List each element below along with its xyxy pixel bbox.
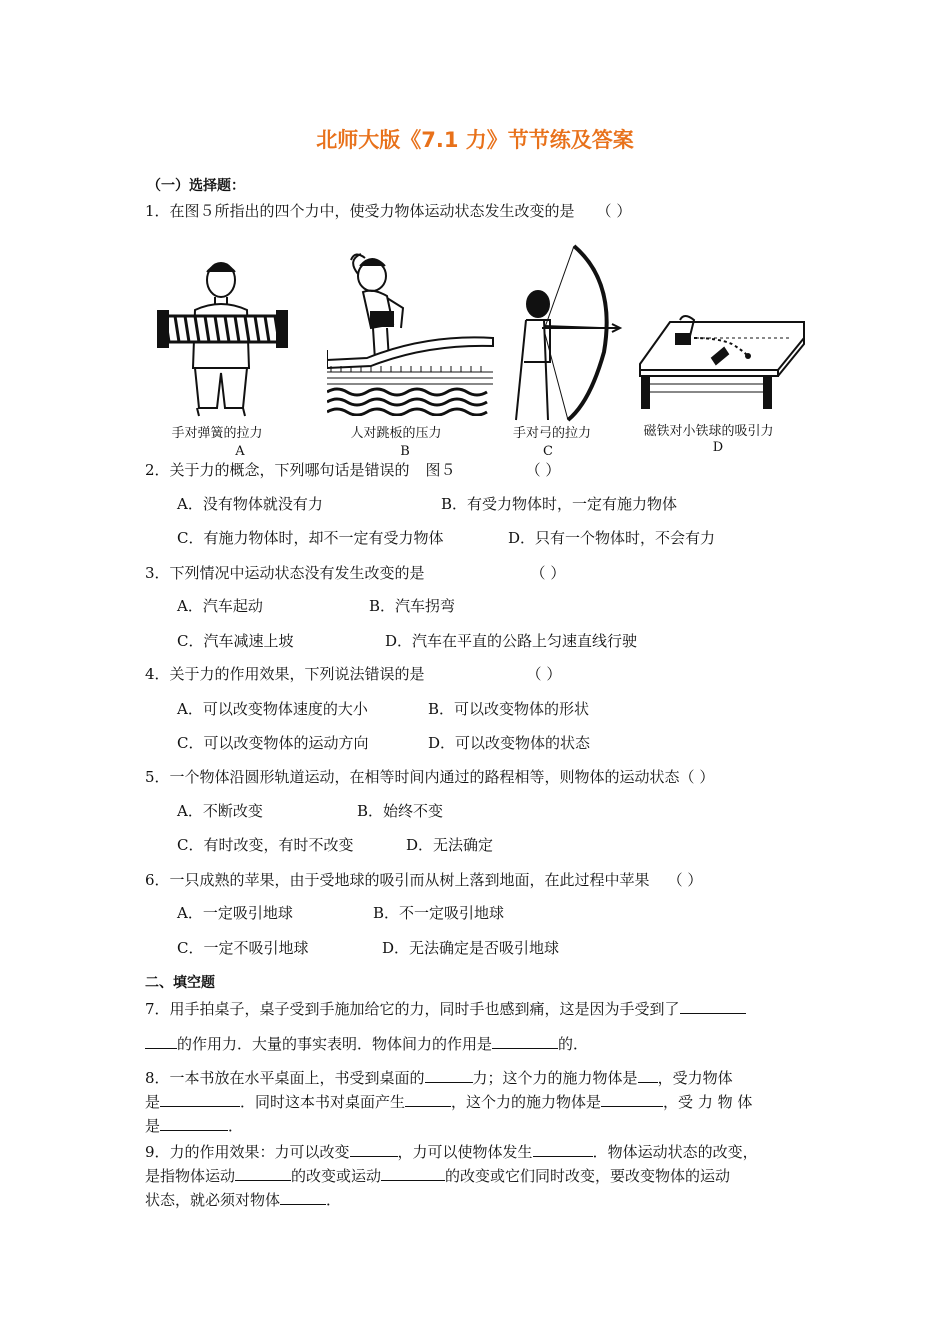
answer-paren: （ ）: [526, 665, 562, 683]
q4-option-a: A．可以改变物体速度的大小: [177, 700, 368, 718]
q4-option-b: B．可以改变物体的形状: [428, 700, 590, 718]
question-1: [145, 201, 631, 221]
q7-blank-1[interactable]: [680, 998, 746, 1014]
q9-text-4: 是指物体运动: [145, 1167, 236, 1185]
figure-magnet-table: [632, 314, 807, 410]
question-3: [145, 563, 565, 583]
q9-blank-2[interactable]: [533, 1141, 593, 1157]
question-6: [145, 870, 702, 890]
q4-option-d: D．可以改变物体的状态: [428, 734, 591, 752]
q9-text-5: 的改变或运动: [291, 1167, 382, 1185]
question-4: [145, 664, 561, 684]
q7-blank-2[interactable]: [492, 1033, 558, 1049]
q8-text-9: ．: [228, 1117, 244, 1135]
q3-option-d: D．汽车在平直的公路上匀速直线行驶: [385, 632, 638, 650]
q7-text-3: 的．: [558, 1035, 589, 1053]
q8-blank-6[interactable]: [160, 1115, 228, 1131]
answer-paren: （ ）: [530, 564, 566, 582]
figure-archer: [504, 242, 624, 422]
q9-text-8: ．: [326, 1191, 342, 1209]
q8-text-1: 8．一本书放在水平桌面上，书受到桌面的: [145, 1069, 425, 1087]
q8-blank-2[interactable]: [638, 1067, 658, 1083]
q2-option-d: D．只有一个物体时，不会有力: [508, 529, 716, 547]
figure-d-letter: D: [712, 440, 724, 455]
section-heading-choice: （一）选择题：: [147, 178, 245, 194]
q3-option-c: C．汽车减速上坡: [177, 632, 294, 650]
q8-text-6: ，这个力的施力物体是: [451, 1093, 602, 1111]
q6-option-a: A．一定吸引地球: [177, 904, 293, 922]
q8-text-4: 是: [145, 1093, 161, 1111]
q5-option-d: D．无法确定: [406, 836, 494, 854]
figure-d-caption: 磁铁对小铁球的吸引力: [643, 424, 774, 439]
question-text: 4．关于力的作用效果，下列说法错误的是: [145, 665, 425, 683]
figure-c-caption: 手对弓的拉力: [512, 426, 591, 441]
figure-spring: [155, 258, 290, 418]
figure-label: 图５: [425, 461, 456, 479]
q9-text-7: 状态，就必须对物体: [145, 1191, 281, 1209]
q9-text-3: ．物体运动状态的改变，: [592, 1143, 758, 1161]
figure-c-letter: C: [543, 444, 553, 459]
q3-option-b: B．汽车拐弯: [369, 597, 456, 615]
q9-blank-3[interactable]: [235, 1165, 291, 1181]
q8-blank-1[interactable]: [425, 1067, 473, 1083]
q8-blank-3[interactable]: [160, 1091, 240, 1107]
q8-text-2: 力；这个力的施力物体是: [472, 1069, 638, 1087]
q8-text-5: ．同时这本书对桌面产生: [240, 1093, 406, 1111]
q7-text-2: 的作用力．大量的事实表明．物体间力的作用是: [177, 1035, 493, 1053]
answer-paren: （ ）: [525, 461, 561, 479]
question-text: 2．关于力的概念，下列哪句话是错误的: [145, 461, 410, 479]
q9-text-6: 的改变或它们同时改变，要改变物体的运动: [445, 1167, 731, 1185]
q3-option-a: A．汽车起动: [177, 597, 263, 615]
page-title: 北师大版《7.1 力》节节练及答案: [316, 128, 634, 152]
figure-springboard: [327, 248, 497, 416]
figure-b-letter: B: [400, 444, 410, 459]
q7-text-1: 7．用手拍桌子，桌子受到手施加给它的力，同时手也感到痛，这是因为手受到了: [145, 1000, 680, 1018]
q8-text-3: ，受力物体: [657, 1069, 733, 1087]
q9-text-2: ，力可以使物体发生: [397, 1143, 533, 1161]
q8-blank-5[interactable]: [601, 1091, 663, 1107]
answer-paren: （ ）: [596, 202, 632, 220]
question-8: [145, 1066, 810, 1138]
q2-option-b: B．有受力物体时，一定有施力物体: [441, 495, 678, 513]
section-heading-fill: 二、填空题: [145, 975, 215, 991]
q5-option-a: A．不断改变: [177, 802, 263, 820]
q4-option-c: C．可以改变物体的运动方向: [177, 734, 369, 752]
question-text: 6．一只成熟的苹果，由于受地球的吸引而从树上落到地面，在此过程中苹果: [145, 871, 650, 889]
q7-blank-1-cont[interactable]: [145, 1033, 177, 1049]
figure-a-letter: A: [235, 444, 245, 459]
q2-option-a: A．没有物体就没有力: [177, 495, 323, 513]
question-5: 5．一个物体沿圆形轨道运动，在相等时间内通过的路程相等，则物体的运动状态（ ）: [145, 768, 715, 786]
question-text: 1．在图５所指出的四个力中，使受力物体运动状态发生改变的是: [145, 202, 575, 220]
q6-option-b: B．不一定吸引地球: [373, 904, 505, 922]
q9-blank-5[interactable]: [280, 1189, 326, 1205]
q6-option-d: D．无法确定是否吸引地球: [382, 939, 560, 957]
question-7-line2: [145, 1033, 588, 1054]
question-text: 3．下列情况中运动状态没有发生改变的是: [145, 564, 425, 582]
question-2: [145, 460, 560, 480]
q8-text-7: ，受 力 物 体: [663, 1093, 753, 1111]
q9-blank-1[interactable]: [350, 1141, 398, 1157]
answer-paren: （ ）: [667, 871, 703, 889]
q5-option-c: C．有时改变，有时不改变: [177, 836, 354, 854]
question-9: [145, 1140, 810, 1212]
figure-a-caption: 手对弹簧的拉力: [171, 426, 263, 441]
question-7-line1: [145, 998, 746, 1019]
q5-option-b: B．始终不变: [357, 802, 444, 820]
q2-option-c: C．有施力物体时，却不一定有受力物体: [177, 529, 444, 547]
figure-b-caption: 人对跳板的压力: [350, 426, 442, 441]
q8-blank-4[interactable]: [405, 1091, 451, 1107]
q8-text-8: 是: [145, 1117, 161, 1135]
q9-text-1: 9．力的作用效果：力可以改变: [145, 1143, 350, 1161]
q6-option-c: C．一定不吸引地球: [177, 939, 309, 957]
q9-blank-4[interactable]: [381, 1165, 445, 1181]
